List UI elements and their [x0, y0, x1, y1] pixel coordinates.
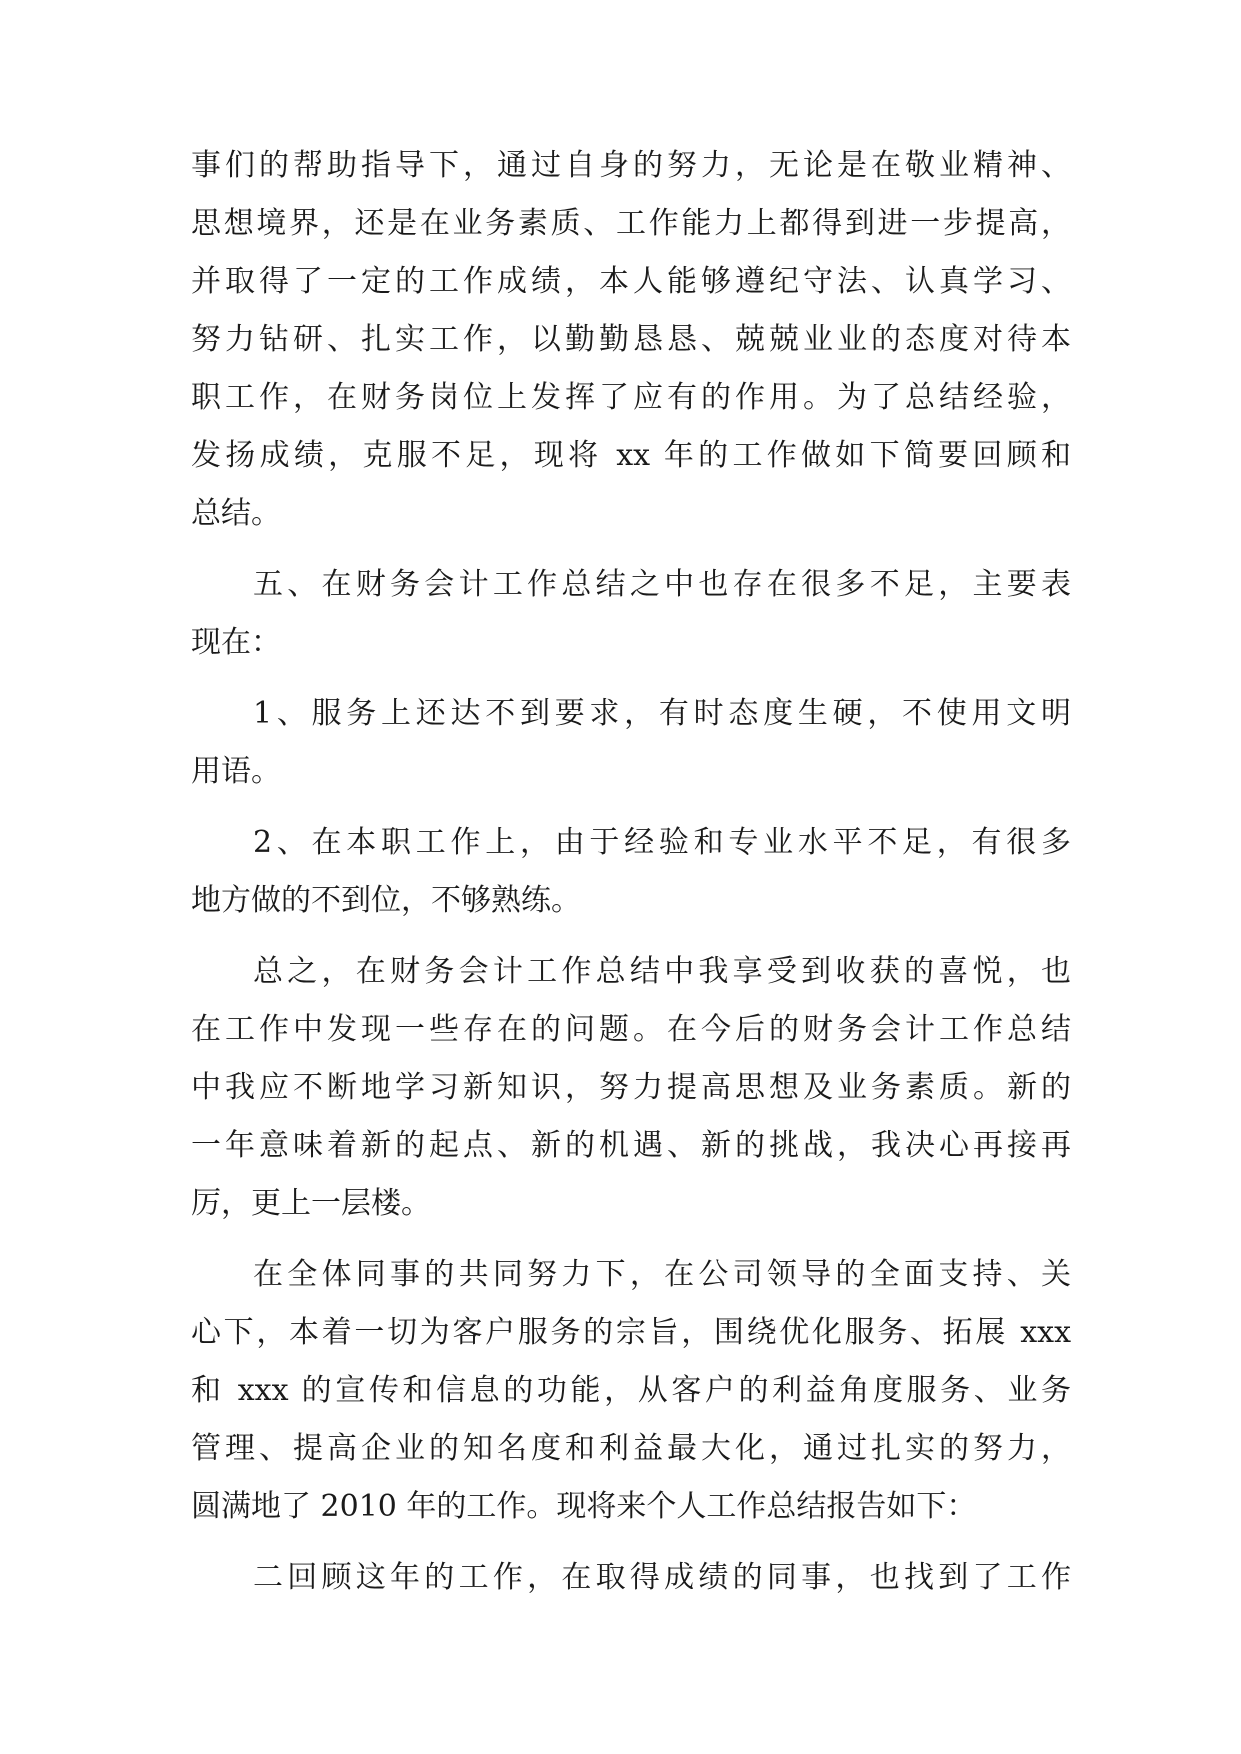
paragraph-first-line: 二回顾这年的工作，在取得成绩的同事，也找到了工作 [253, 1560, 1071, 1595]
text-line: 中我应不断地学习新知识，努力提高思想及业务素质。新的 [191, 1070, 1071, 1105]
text-line: 和 xxx 的宣传和信息的功能，从客户的利益角度服务、业务 [191, 1373, 1071, 1408]
paragraph-first-line: 五、在财务会计工作总结之中也存在很多不足，主要表 [253, 567, 1071, 602]
text-line: 在工作中发现一些存在的问题。在今后的财务会计工作总结 [191, 1012, 1071, 1047]
text-line: 现在： [191, 625, 281, 660]
text-line: 圆满地了 2010 年的工作。现将来个人工作总结报告如下： [191, 1489, 977, 1524]
text-line: 事们的帮助指导下，通过自身的努力，无论是在敬业精神、 [191, 148, 1071, 183]
text-line: 职工作，在财务岗位上发挥了应有的作用。为了总结经验， [191, 380, 1071, 415]
text-line: 并取得了一定的工作成绩，本人能够遵纪守法、认真学习、 [191, 264, 1071, 299]
text-line: 用语。 [191, 754, 281, 789]
text-line: 努力钻研、扎实工作，以勤勤恳恳、兢兢业业的态度对待本 [191, 322, 1071, 357]
paragraph-first-line: 2、在本职工作上，由于经验和专业水平不足，有很多 [253, 825, 1071, 860]
text-line: 发扬成绩，克服不足，现将 xx 年的工作做如下简要回顾和 [191, 438, 1071, 473]
text-line: 管理、提高企业的知名度和利益最大化，通过扎实的努力， [191, 1431, 1071, 1466]
paragraph-first-line: 在全体同事的共同努力下，在公司领导的全面支持、关 [253, 1257, 1071, 1292]
text-line: 一年意味着新的起点、新的机遇、新的挑战，我决心再接再 [191, 1128, 1071, 1163]
paragraph-first-line: 1、服务上还达不到要求，有时态度生硬，不使用文明 [253, 696, 1071, 731]
text-line: 地方做的不到位，不够熟练。 [191, 883, 581, 918]
text-line: 厉，更上一层楼。 [191, 1186, 431, 1221]
text-line: 思想境界，还是在业务素质、工作能力上都得到进一步提高， [191, 206, 1071, 241]
paragraph-first-line: 总之，在财务会计工作总结中我享受到收获的喜悦，也 [253, 954, 1071, 989]
text-line: 总结。 [191, 496, 281, 531]
text-line: 心下，本着一切为客户服务的宗旨，围绕优化服务、拓展 xxx [191, 1315, 1071, 1350]
